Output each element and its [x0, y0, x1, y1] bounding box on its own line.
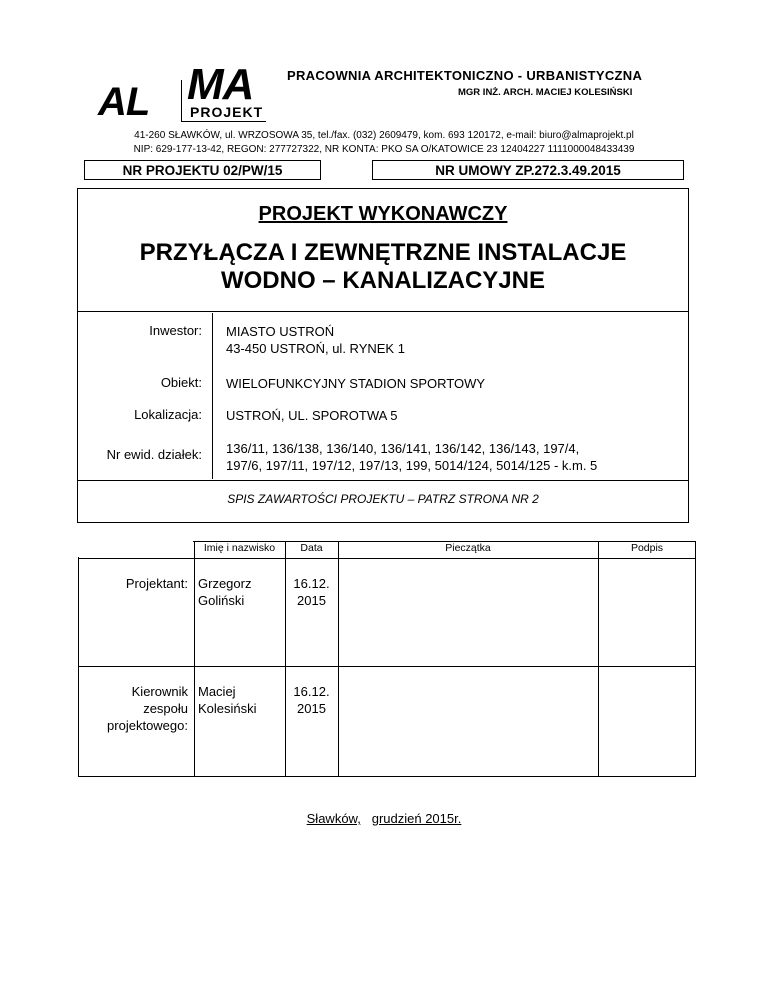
investor-label: Inwestor: [149, 323, 202, 338]
contents-reference: SPIS ZAWARTOŚCI PROJEKTU – PATRZ STRONA NR 2 [227, 492, 539, 506]
role-line: projektowego: [107, 718, 188, 733]
project-title-line1: PRZYŁĄCZA I ZEWNĘTRZNE INSTALACJE [139, 239, 627, 266]
divider [78, 480, 688, 481]
date-line: 16.12. [293, 576, 330, 591]
parcels-line2: 197/6, 197/11, 197/12, 197/13, 199, 5014/124, 5014/125 - k.m. 5 [226, 458, 598, 473]
label-column-divider [212, 313, 213, 479]
role-designer [126, 575, 188, 592]
manager-date [285, 683, 338, 717]
place-and-date [0, 811, 768, 826]
column-divider [338, 542, 339, 776]
investor-address: 43-450 USTROŃ, ul. RYNEK 1 [226, 341, 405, 356]
firm-address: 41-260 SŁAWKÓW, ul. WRZOSOWA 35, tel./fax. (032) 2609479, kom. 693 120172, e-mail: biuro@almaprojekt.pl [134, 130, 634, 141]
header-divider [79, 558, 695, 559]
table-corner-blank [77, 538, 193, 557]
designer-name [198, 575, 251, 609]
logo-ma-text: MA [187, 60, 254, 109]
contract-number-box: NR UMOWY ZP.272.3.49.2015 [372, 160, 684, 180]
project-main-title [77, 239, 689, 295]
role-line: Projektant: [125, 576, 188, 591]
logo-al-text: AL [98, 80, 150, 124]
manager-name [198, 683, 257, 717]
location-value: USTROŃ, UL. SPOROTWA 5 [226, 408, 398, 423]
name-line: Maciej [198, 684, 236, 699]
parcels-value [226, 440, 597, 474]
parcels-label: Nr ewid. działek: [106, 447, 202, 462]
date-line: 16.12. [293, 684, 330, 699]
header-date: Data [300, 542, 323, 554]
date-line: 2015 [297, 593, 326, 608]
firm-owner: MGR INŻ. ARCH. MACIEJ KOLESIŃSKI [458, 87, 633, 98]
place-text: Sławków, [306, 811, 361, 826]
role-team-manager [107, 683, 188, 734]
object-label: Obiekt: [160, 375, 202, 390]
designer-date [285, 575, 338, 609]
logo-divider-horizontal [181, 121, 266, 122]
header-stamp: Pieczątka [445, 542, 491, 554]
project-title-line2: WODNO – KANALIZACYJNE [220, 267, 545, 294]
date-text: grudzień 2015r. [371, 811, 462, 826]
role-line: Kierownik [131, 684, 188, 699]
project-number-box: NR PROJEKTU 02/PW/15 [84, 160, 321, 180]
investor-name: MIASTO USTROŃ [226, 324, 335, 339]
logo-divider-vertical [181, 80, 182, 122]
project-type-title: PROJEKT WYKONAWCZY [258, 203, 508, 225]
firm-registration: NIP: 629-177-13-42, REGON: 277727322, NR KONTA: PKO SA O/KATOWICE 23 12404227 1111000048433439 [133, 144, 635, 155]
location-label: Lokalizacja: [134, 407, 202, 422]
divider [78, 311, 688, 312]
header-name: Imię i nazwisko [203, 542, 276, 554]
parcels-line1: 136/11, 136/138, 136/140, 136/141, 136/142, 136/143, 197/4, [226, 441, 580, 456]
object-value: WIELOFUNKCYJNY STADION SPORTOWY [226, 376, 486, 391]
name-line: Goliński [198, 593, 245, 608]
firm-name: PRACOWNIA ARCHITEKTONICZNO - URBANISTYCZNA [287, 68, 643, 83]
investor-value [226, 323, 405, 357]
date-line: 2015 [297, 701, 326, 716]
row-divider [79, 666, 695, 667]
header-signature: Podpis [630, 542, 664, 554]
logo-projekt-text: PROJEKT [190, 104, 264, 120]
name-line: Kolesiński [198, 701, 257, 716]
name-line: Grzegorz [198, 576, 252, 591]
role-line: zespołu [143, 701, 188, 716]
column-divider [194, 542, 195, 776]
column-divider [598, 542, 599, 776]
